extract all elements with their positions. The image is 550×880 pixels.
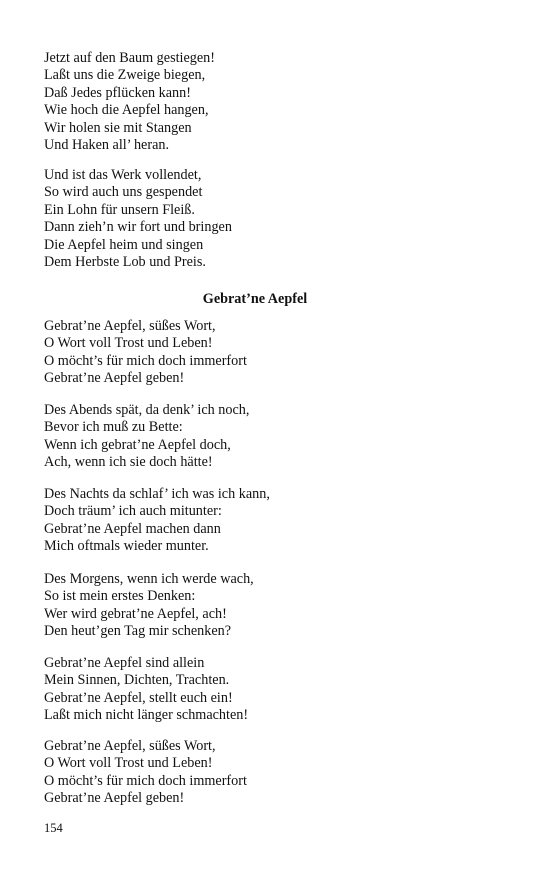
verse-line: Mein Sinnen, Dichten, Trachten. <box>44 672 230 689</box>
verse-line: Des Abends spät, da denk’ ich noch, <box>44 402 250 418</box>
verse-line: Gebrat’ne Aepfel geben! <box>44 790 185 807</box>
verse-line: Doch träum’ ich auch mitunter: <box>44 503 222 520</box>
poem2-stanza-2 <box>44 402 514 472</box>
verse-line: Gebrat’ne Aepfel, süßes Wort, <box>44 318 216 334</box>
poem1-stanza-1 <box>44 50 514 154</box>
verse-line: Gebrat’ne Aepfel geben! <box>44 370 185 387</box>
verse-line: Des Morgens, wenn ich werde wach, <box>44 571 254 587</box>
verse-line: Und Haken all’ heran. <box>44 137 170 154</box>
verse-line: So ist mein erstes Denken: <box>44 588 196 605</box>
verse-line: Wer wird gebrat’ne Aepfel, ach! <box>44 605 227 622</box>
poem1-stanza-2 <box>44 167 514 271</box>
verse-line: Den heut’gen Tag mir schenken? <box>44 623 232 640</box>
verse-line: Laßt uns die Zweige biegen, <box>44 67 206 84</box>
poem2-stanza-3 <box>44 486 514 556</box>
verse-line: Des Nachts da schlaf’ ich was ich kann, <box>44 486 270 502</box>
verse-line: Wenn ich gebrat’ne Aepfel doch, <box>44 436 231 453</box>
poem2-stanza-6 <box>44 738 514 808</box>
poem2-stanza-1 <box>44 318 514 388</box>
verse-line: O Wort voll Trost und Leben! <box>44 755 213 772</box>
verse-line: Wir holen sie mit Stangen <box>44 119 192 136</box>
verse-line: O möcht’s für mich doch immerfort <box>44 352 247 369</box>
verse-line: Gebrat’ne Aepfel machen dann <box>44 520 221 537</box>
verse-line: Mich oftmals wieder munter. <box>44 538 209 555</box>
poem-title: Gebrat’ne Aepfel <box>202 291 308 307</box>
verse-line: Dann zieh’n wir fort und bringen <box>44 219 232 236</box>
verse-line: O möcht’s für mich doch immerfort <box>44 772 247 789</box>
verse-line: Daß Jedes pflücken kann! <box>44 84 191 101</box>
verse-line: Und ist das Werk vollendet, <box>44 167 202 183</box>
verse-line: So wird auch uns gespendet <box>44 184 203 201</box>
verse-line: Gebrat’ne Aepfel sind allein <box>44 655 205 671</box>
verse-line: Gebrat’ne Aepfel, süßes Wort, <box>44 738 216 754</box>
page-number: 154 <box>44 821 63 835</box>
verse-line: Jetzt auf den Baum gestiegen! <box>44 50 215 66</box>
verse-line: Ach, wenn ich sie doch hätte! <box>44 454 213 471</box>
verse-line: O Wort voll Trost und Leben! <box>44 335 213 352</box>
verse-line: Wie hoch die Aepfel hangen, <box>44 102 209 119</box>
verse-line: Dem Herbste Lob und Preis. <box>44 254 206 271</box>
verse-line: Laßt mich nicht länger schmachten! <box>44 707 249 724</box>
verse-line: Gebrat’ne Aepfel, stellt euch ein! <box>44 689 233 706</box>
verse-line: Ein Lohn für unsern Fleiß. <box>44 201 195 218</box>
verse-line: Die Aepfel heim und singen <box>44 236 204 253</box>
poem2-stanza-4 <box>44 571 514 641</box>
verse-line: Bevor ich muß zu Bette: <box>44 419 183 436</box>
poem2-stanza-5 <box>44 655 514 725</box>
